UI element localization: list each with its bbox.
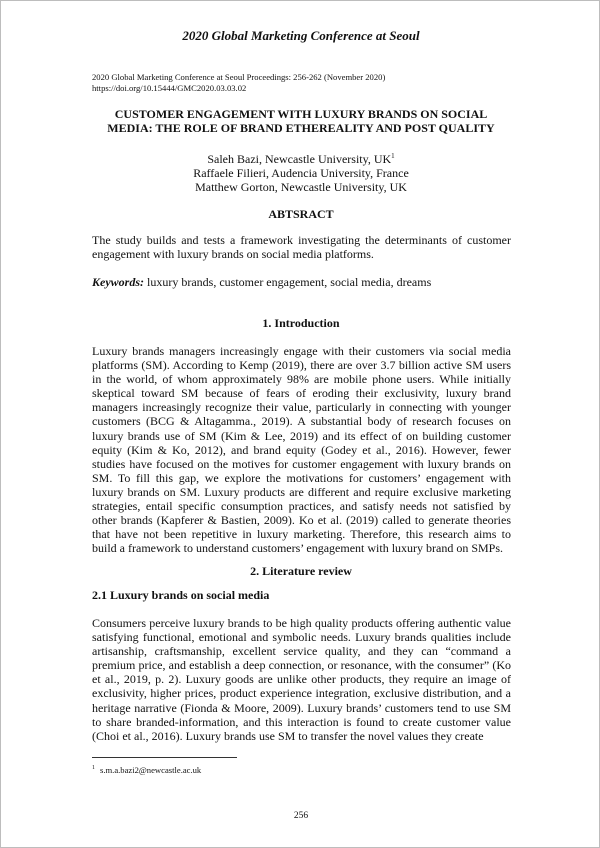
paper-title bbox=[71, 107, 531, 135]
footnote-divider bbox=[92, 757, 237, 758]
abstract-text: The study builds and tests a framework investigating the determinants of customer engagement with luxury brands on social media platforms. bbox=[92, 233, 511, 262]
paper-title-line-1: CUSTOMER ENGAGEMENT WITH LUXURY BRANDS ON SOCIAL bbox=[114, 107, 488, 121]
footnote-number: 1 bbox=[92, 765, 95, 772]
footnote bbox=[92, 765, 201, 775]
subsection-heading: 2.1 Luxury brands on social media bbox=[92, 588, 270, 602]
proceedings-info bbox=[92, 72, 532, 94]
keywords-label: Keywords: bbox=[92, 275, 144, 289]
abstract-heading: ABTSRACT bbox=[268, 207, 334, 221]
proceedings-line: 2020 Global Marketing Conference at Seoul Proceedings: 256-262 (November 2020) bbox=[92, 72, 386, 82]
keywords-text: luxury brands, customer engagement, social media, dreams bbox=[144, 275, 432, 289]
literature-review-heading: 2. Literature review bbox=[250, 564, 352, 578]
introduction-heading: 1. Introduction bbox=[262, 316, 340, 330]
author-list bbox=[1, 152, 600, 194]
author-1 bbox=[1, 152, 600, 166]
footnote-marker[interactable]: 1 bbox=[391, 152, 395, 160]
literature-review-text: Consumers perceive luxury brands to be high quality products offering authentic value satisfying functional, emotional and symbolic needs. Luxury brands qualities include artisanship, craftsmanship, excellent service quality, and they can “command a premium price, and establish a deep connection, or resonance, with the consumer” (Ko et al., 2019, p. 2). Luxury goods are unlike other products, they require an image of exclusivity, higher prices, product experience integration, exclusive distribution, and a heritage narrative (Fionda & Moore, 2009). Luxury brands’ customers tend to use SM to share branded-information, and this interaction is found to create customer value (Choi et al., 2016). Luxury brands use SM to transfer the novel values they create bbox=[92, 616, 511, 743]
doi-link[interactable]: https://doi.org/10.15444/GMC2020.03.03.02 bbox=[92, 83, 247, 93]
page-number: 256 bbox=[293, 811, 309, 821]
paper-title-line-2: MEDIA: THE ROLE OF BRAND ETHEREALITY AND POST QUALITY bbox=[107, 121, 495, 135]
conference-header: 2020 Global Marketing Conference at Seoul bbox=[182, 28, 420, 43]
keywords bbox=[92, 275, 511, 289]
introduction-text: Luxury brands managers increasingly engage with their customers via social media platforms (SM). According to Kemp (2019), there are over 3.7 billion active SM users in the world, of whom approximately 98% are mobile phone users. While initially skeptical toward SM because of fears of eroding their exclusivity, luxury brand managers increasingly recognize their value, particularly in connecting with younger customers (BCG & Altagamma., 2019). A substantial body of research focuses on luxury brands use of SM (Kim & Lee, 2019) and its effect of on building customer equity (Kim & Ko, 2012), and brand equity (Godey et al., 2016). However, fewer studies have focused on the motives for customer engagement with luxury brands on SM. To fill this gap, we explore the motivations for customers’ engagement with luxury brands on SM. Luxury products are different and require exclusive marketing strategies, entail specific consumption practices, and satisfy needs not satisfied by other brands (Kapferer & Bastien, 2009). Ko et al. (2019) called to generate theories that have not been repetitive in luxury marketing. Therefore, this research aims to build a framework to understand customers’ engagement with luxury brand on SMPs. bbox=[92, 344, 511, 556]
author-2: Raffaele Filieri, Audencia University, France bbox=[193, 166, 409, 180]
footnote-email[interactable]: s.m.a.bazi2@newcastle.ac.uk bbox=[100, 765, 202, 775]
author-1-text: Saleh Bazi, Newcastle University, UK bbox=[207, 152, 392, 166]
author-3: Matthew Gorton, Newcastle University, UK bbox=[195, 180, 407, 194]
